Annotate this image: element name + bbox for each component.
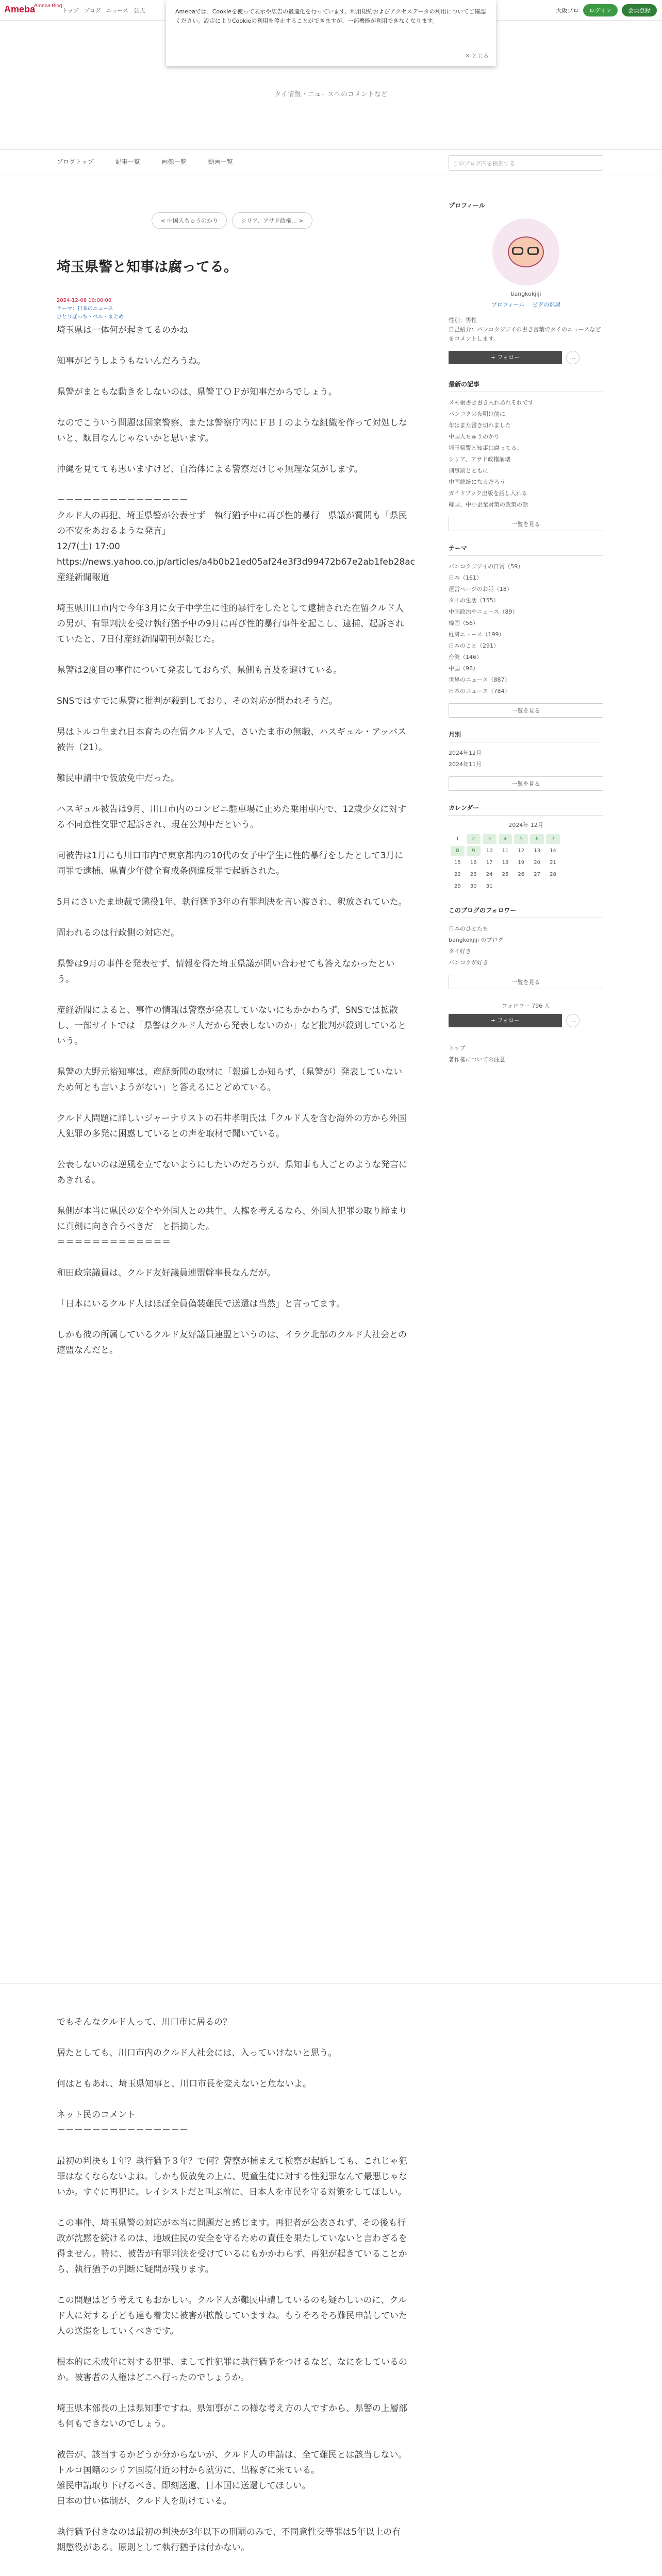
theme-more-button[interactable]: 一覧を見る bbox=[449, 703, 603, 718]
comment-paragraph: 何はともあれ、埼玉県知事と、川口市長を変えないと危ないよ。 bbox=[57, 2079, 312, 2089]
theme-item[interactable]: 台湾（146） bbox=[449, 654, 482, 660]
profile-link[interactable]: プロフィール bbox=[491, 301, 525, 308]
recent-item[interactable]: シリア、アサド政権崩壊 bbox=[449, 456, 511, 463]
footer-link[interactable]: トップ bbox=[449, 1045, 466, 1052]
article-comments bbox=[57, 2014, 407, 2571]
article-paragraph: 県警は9月の事件を発表せず、情報を得た埼玉県議が問い合わせても答えなかったという。 bbox=[57, 959, 395, 985]
comment-paragraph: この事件、埼玉県警の対応が本当に問題だと感じます。再犯者が公表されず、その後も行政が沈黙を続けるのは、地域住民の安全を守るための責任を果たしていないと言わざるを得ません。特に、被告が有罪判決を受けているにもかかわらず、再犯が起きていることから、執行猶予の判断に疑問が残ります。 bbox=[57, 2218, 407, 2275]
article-paragraph: ハスギュル被告は9月、川口市内のコンビニ駐車場に止めた乗用車内で、12歳少女に対する不同意性交罪で起訴され、現在公判中だという。 bbox=[57, 804, 407, 830]
comment-paragraph: 被告が、該当するかどうか分からないが、クルド人の申請は、全て難民とは該当しない。トルコ国籍のシリア国境付近の村から就労に、出稼ぎに来ている。 難民申請取り下げるべき、即刻送還、日本国に送還してほしい。 日本の甘い体制が、クルド人を助けている。 bbox=[57, 2450, 407, 2506]
article-tags[interactable]: ひとりぼっち・ベル・まとめ bbox=[57, 314, 124, 320]
recent-item[interactable]: ガイドブック出版を話し入れる bbox=[449, 490, 527, 497]
cal-day: 19 bbox=[518, 860, 525, 866]
avatar[interactable] bbox=[492, 218, 559, 285]
cal-day: 25 bbox=[502, 872, 509, 877]
cookie-notice bbox=[166, 0, 496, 66]
theme-item[interactable]: 中国政治やニュース（89） bbox=[449, 608, 518, 615]
nav-video-list[interactable]: 動画一覧 bbox=[208, 158, 233, 165]
article-paragraph: 公表しないのは逆風を立てないようにしたいのだろうが、県知事も人ごとのような発言にあきれる。 bbox=[57, 1160, 407, 1185]
archive-more-button[interactable]: 一覧を見る bbox=[449, 776, 603, 791]
profile-heading: プロフィール bbox=[449, 201, 603, 213]
article-paragraph: 埼玉県川口市内で今年3月に女子中学生に性的暴行をしたとして逮捕された在留クルド人の男が、有罪判決を受け執行猶予中の9月に再び性的暴行事件を起こし、逮捕、起訴されていたと、7日付産経新聞朝刊が報じた。 bbox=[57, 603, 404, 645]
recent-item[interactable]: 埼玉県警と知事は腐ってる。 bbox=[449, 445, 522, 451]
theme-item[interactable]: 中国（96） bbox=[449, 665, 478, 672]
top-nav-item[interactable]: トップ bbox=[62, 7, 79, 14]
recent-list bbox=[449, 397, 603, 511]
ameba-logo[interactable]: Ameba bbox=[4, 4, 36, 14]
cal-day[interactable]: 2 bbox=[467, 834, 481, 844]
cal-day[interactable]: 1 bbox=[456, 836, 459, 842]
follow-button-2[interactable]: + フォロー bbox=[449, 1014, 562, 1027]
article-paragraph: 埼玉県は一体何が起きてるのかね bbox=[57, 325, 188, 335]
theme-item[interactable]: バンコクジジイの日常（59） bbox=[449, 563, 524, 570]
theme-item[interactable]: 日本のこと（291） bbox=[449, 642, 499, 649]
glasses-icon bbox=[527, 247, 539, 255]
recent-item[interactable]: バンコクの夜明け前に bbox=[449, 411, 505, 417]
nav-image-list[interactable]: 画像一覧 bbox=[161, 158, 187, 165]
cal-day: 13 bbox=[534, 848, 540, 854]
cal-day: 26 bbox=[518, 872, 525, 877]
global-nav bbox=[0, 149, 662, 175]
article-paragraph: しかも彼の所属しているクルド友好議員連盟というのは、イラク北部のクルド人社会との連盟なんだと。 bbox=[57, 1330, 407, 1355]
recent-item[interactable]: 中国総統になるだろう bbox=[449, 479, 505, 485]
top-nav-item[interactable]: 公式 bbox=[134, 7, 145, 14]
article-paragraph: 同被告は1月にも川口市内で東京都内の10代の女子中学生に性的暴行をしたとして3月に同罪で逮捕、県青少年健全育成条例違反罪で起訴された。 bbox=[57, 851, 404, 876]
cal-day: 14 bbox=[550, 848, 556, 854]
register-button[interactable]: 会員登録 bbox=[622, 4, 657, 16]
recent-item[interactable]: 中国人ちゅうのかり bbox=[449, 433, 500, 440]
blog-search-input[interactable]: このブログ内を検索する bbox=[449, 155, 603, 171]
comment-paragraph: ネット民のコメント －－－－－－－－－－－－－－－ bbox=[57, 2110, 188, 2136]
comment-paragraph: 埼玉県本部長の上は県知事ですね。県知事がこの様な考え方の人ですから、県警の上層部も何もできないのでしょう。 bbox=[57, 2403, 407, 2429]
theme-item[interactable]: 運営ページのお話（18） bbox=[449, 586, 512, 592]
follower-item[interactable]: 日本のひとたち bbox=[449, 925, 488, 932]
follow-button[interactable]: + フォロー bbox=[449, 351, 562, 364]
cal-day[interactable]: 8 bbox=[451, 846, 465, 856]
cal-day[interactable]: 6 bbox=[530, 834, 544, 844]
recent-item[interactable]: 刑事罰とともに bbox=[449, 467, 488, 474]
article-paragraph: 県側が本当に県民の安全や外国人との共生、人権を考えるなら、外国人犯罪の取り締まりに真剣に向き合うべきだ」と指摘した。 ＝＝＝＝＝＝＝＝＝＝＝＝＝ bbox=[57, 1206, 407, 1247]
cal-day: 16 bbox=[470, 860, 477, 866]
pigg-room-link[interactable]: ピグの部屋 bbox=[532, 301, 561, 308]
cal-day: 30 bbox=[470, 884, 477, 889]
archive-heading: 月別 bbox=[449, 730, 603, 742]
footer-link[interactable]: 著作権についての注意 bbox=[449, 1056, 505, 1063]
nav-blog-top[interactable]: ブログトップ bbox=[57, 158, 94, 165]
right-link[interactable]: 大阪プロ bbox=[556, 7, 579, 14]
cal-day: 11 bbox=[502, 848, 509, 854]
cal-day: 20 bbox=[534, 860, 540, 866]
article-paragraph: 産経新聞によると、事件の情報は警察が発表していないにもかかわらず、SNSでは拡散し、一部サイトでは「県警はクルド人だから発表しないのか」など批判が殺到しているという。 bbox=[57, 1005, 407, 1046]
follower-item[interactable]: タイ好き bbox=[449, 948, 471, 955]
article-paragraph: 知事がどうしようもないんだろうね。 bbox=[57, 356, 206, 366]
recent-heading: 最新の記事 bbox=[449, 380, 603, 392]
article-paragraph: 「日本にいるクルド人はほぼ全員偽装難民で送還は当然」と言ってます。 bbox=[57, 1299, 345, 1309]
nav-entry-list[interactable]: 記事一覧 bbox=[115, 158, 140, 165]
cal-day: 17 bbox=[486, 860, 493, 866]
cal-day: 23 bbox=[470, 872, 477, 877]
login-button[interactable]: ログイン bbox=[583, 4, 618, 16]
article-paragraph: －－－－－－－－－－－－－－－ クルド人の再犯、埼玉県警が公表せず 執行猶予中に再び性的暴行 県議が質問も「県民の不安をあおるような発言」 12/7(土) 17:00 https://news.yahoo.co.jp/articles/a4b0b21ed05af24e3f3d99472b67e2ab1feb28ac 産経新聞報道 bbox=[57, 495, 415, 583]
follower-count: フォロワー 796 人 bbox=[502, 1003, 550, 1009]
article-date: 2024-12-08 10:00:00 bbox=[57, 298, 112, 303]
article-paragraph: 難民申請中で仮放免中だった。 bbox=[57, 773, 179, 784]
more-icon[interactable]: … bbox=[566, 1014, 580, 1027]
top-nav-item[interactable]: ニュース bbox=[106, 7, 129, 14]
article-paragraph: クルド人問題に詳しいジャーナリストの石井孝明氏は「クルド人を含む海外の方から外国人犯罪の多発に困惑しているとの声を取材で聞いている。 bbox=[57, 1113, 407, 1139]
theme-item[interactable]: 日本のニュース（784） bbox=[449, 688, 510, 694]
cal-day: 10 bbox=[486, 848, 493, 854]
article-paragraph: 沖縄を見てても思いますけど、自治体による警察だけじゃ無理な気がします。 bbox=[57, 464, 363, 474]
ameba-blog-logo[interactable]: Ameba Blog bbox=[34, 3, 62, 9]
top-nav-item[interactable]: ブログ bbox=[84, 7, 101, 14]
cal-day: 22 bbox=[454, 872, 461, 877]
blog-description: タイ情報・ニュースへのコメントなど bbox=[274, 91, 388, 98]
calendar-month: 2024年 12月 bbox=[508, 822, 543, 828]
comment-paragraph: 最初の判決も１年？執行猶予３年？で何？警察が捕まえて検察が起訴しても、これじゃ犯罪はなくならないよね。しかも仮放免の上に、児童生徒に対する性犯罪なんて最悪じゃないか。すぐに再犯に。レイシストだと叫ぶ前に、日本人を市民を守る対策をしてほしい。 bbox=[57, 2156, 407, 2197]
article-paragraph: SNSではすでに県警に批判が殺到しており、その対応が問われそうだ。 bbox=[57, 696, 338, 706]
profile-gender: 性別：男性 bbox=[449, 317, 477, 324]
next-article-button[interactable]: シリア、アサド政権... > bbox=[232, 212, 312, 229]
theme-list bbox=[449, 561, 603, 697]
theme-heading: テーマ bbox=[449, 544, 603, 556]
comment-paragraph: この問題はどう考えてもおかしい。クルド人が難民申請しているのも疑わしいのに、クルド人に対する子ども達も着実に被害が拡散していますね。もうそろそろ難民申請していた人の送還をしていくべきです。 bbox=[57, 2295, 407, 2336]
followers-list bbox=[449, 923, 603, 969]
top-nav bbox=[62, 6, 145, 14]
cal-day[interactable]: 5 bbox=[514, 834, 528, 844]
article-paragraph: 問われるのは行政側の対応だ。 bbox=[57, 928, 179, 938]
cookie-notice-text: Amebaでは、Cookieを使って表示や広告の最適化を行っています。利用規約およびアクセスデータの利用についてご確認ください。設定によりCookieの利用を停止することができますが、一部機能が利用できなくなります。 bbox=[175, 8, 486, 24]
archive-item[interactable]: 2024年11月 bbox=[449, 761, 482, 768]
cal-day[interactable]: 4 bbox=[499, 834, 512, 844]
article-theme[interactable]: テーマ：日本のニュース bbox=[57, 306, 113, 312]
theme-item[interactable]: 日本（161） bbox=[449, 574, 482, 581]
cal-day: 21 bbox=[550, 860, 556, 866]
article-paragraph: なのでこういう問題は国家警察、または警察庁内にＦＢＩのような組織を作って対処しないと、駄目なんじゃないかと思います。 bbox=[57, 418, 407, 444]
cal-day: 24 bbox=[486, 872, 493, 877]
article-paragraph: 県警は2度目の事件について発表しておらず、県側も言及を避けている。 bbox=[57, 665, 342, 675]
follower-item[interactable]: bangkokjiji のブログ bbox=[449, 937, 504, 943]
article-paragraph: 県警の大野元裕知事は、産経新聞の取材に「報道しか知らず、（県警が）発表していないため何とも言いようがない」と答えるにとどめている。 bbox=[57, 1067, 403, 1093]
article-paragraph: 県警がまともな動きをしないのは、県警ＴＯＰが知事だからでしょう。 bbox=[57, 387, 337, 397]
article-paragraph: 男はトルコ生まれ日本育ちの在留クルド人で、さいたま市の無職、ハスギュル・アッバス被告（21）。 bbox=[57, 727, 406, 753]
cal-day: 18 bbox=[502, 860, 509, 866]
glasses-icon bbox=[512, 247, 523, 255]
theme-item[interactable]: 経済ニュース（199） bbox=[449, 631, 505, 638]
profile-text bbox=[449, 316, 603, 344]
cal-day: 15 bbox=[454, 860, 461, 866]
cal-day: 28 bbox=[550, 872, 556, 877]
calendar-heading: カレンダー bbox=[449, 803, 603, 816]
recent-item[interactable]: 韓国、中小企業対策の政策の話 bbox=[449, 501, 528, 508]
follow-row bbox=[449, 351, 603, 364]
username[interactable]: bangkokjiji bbox=[510, 291, 541, 297]
theme-item[interactable]: 世界のニュース（887） bbox=[449, 676, 510, 683]
recent-item[interactable]: メモ帳書き書き入れあれそれです bbox=[449, 399, 534, 406]
sidebar-footer bbox=[449, 1043, 603, 1065]
profile-intro: 自己紹介：バンコクジジイの書き言葉でタイのニュースなどをコメントします。 bbox=[449, 326, 601, 342]
follower-item[interactable]: バンコクが好き bbox=[449, 959, 488, 966]
followers-heading: このブログのフォロワー bbox=[449, 906, 603, 918]
article-paragraph: 和田政宗議員は、クルド友好議員連盟幹事長なんだが。 bbox=[57, 1268, 276, 1278]
calendar bbox=[449, 832, 562, 893]
article-paragraph: 5月にさいたま地裁で懲役1年、執行猶予3年の有罪判決を言い渡され、釈放されていた。 bbox=[57, 897, 407, 907]
article-meta bbox=[57, 297, 124, 321]
cal-day: 31 bbox=[486, 884, 493, 889]
more-icon[interactable]: … bbox=[566, 351, 580, 364]
theme-item[interactable]: 韓国（56） bbox=[449, 620, 478, 626]
archive-list bbox=[449, 748, 603, 770]
cookie-close-button[interactable]: ✕ とじる bbox=[465, 53, 489, 59]
cal-day[interactable]: 7 bbox=[546, 834, 560, 844]
comment-paragraph: 執行猶予付きなのは最初の判決が3年以下の刑罰のみで、不同意性交等罪は5年以上の有期懲役がある。原則として執行猶予は付かない。 bbox=[57, 2527, 401, 2553]
cal-day: 29 bbox=[454, 884, 461, 889]
cal-day: 27 bbox=[534, 872, 540, 877]
article-pager bbox=[57, 212, 407, 229]
prev-article-button[interactable]: < 中国人ちゅうのかり bbox=[152, 212, 227, 229]
profile-links bbox=[449, 300, 603, 309]
theme-item[interactable]: タイの生活（155） bbox=[449, 597, 499, 604]
comment-paragraph: 根本的に未成年に対する犯罪、まして性犯罪に執行猶予をつけるなど、なにをしているのか。被害者の人権はどこへ行ったのでしょうか。 bbox=[57, 2357, 407, 2383]
archive-item[interactable]: 2024年12月 bbox=[449, 750, 482, 756]
comment-paragraph: 居たとしても、川口市内のクルド人社会には、入っていけないと思う。 bbox=[57, 2048, 337, 2058]
followers-more-button[interactable]: 一覧を見る bbox=[449, 975, 603, 989]
top-right bbox=[556, 4, 657, 16]
article-title[interactable]: 埼玉県警と知事は腐ってる。 bbox=[57, 259, 238, 275]
sidebar bbox=[449, 201, 603, 1065]
article-body bbox=[57, 323, 415, 1374]
recent-item[interactable]: 年はまた書き切れました bbox=[449, 422, 511, 429]
cal-day[interactable]: 3 bbox=[483, 834, 496, 844]
cal-day[interactable]: 9 bbox=[467, 846, 481, 856]
cal-day: 12 bbox=[518, 848, 525, 854]
follow-row-2 bbox=[449, 1014, 603, 1027]
recent-more-button[interactable]: 一覧を見る bbox=[449, 517, 603, 531]
comment-paragraph: でもそんなクルド人って、川口市に居るの？ bbox=[57, 2017, 232, 2027]
